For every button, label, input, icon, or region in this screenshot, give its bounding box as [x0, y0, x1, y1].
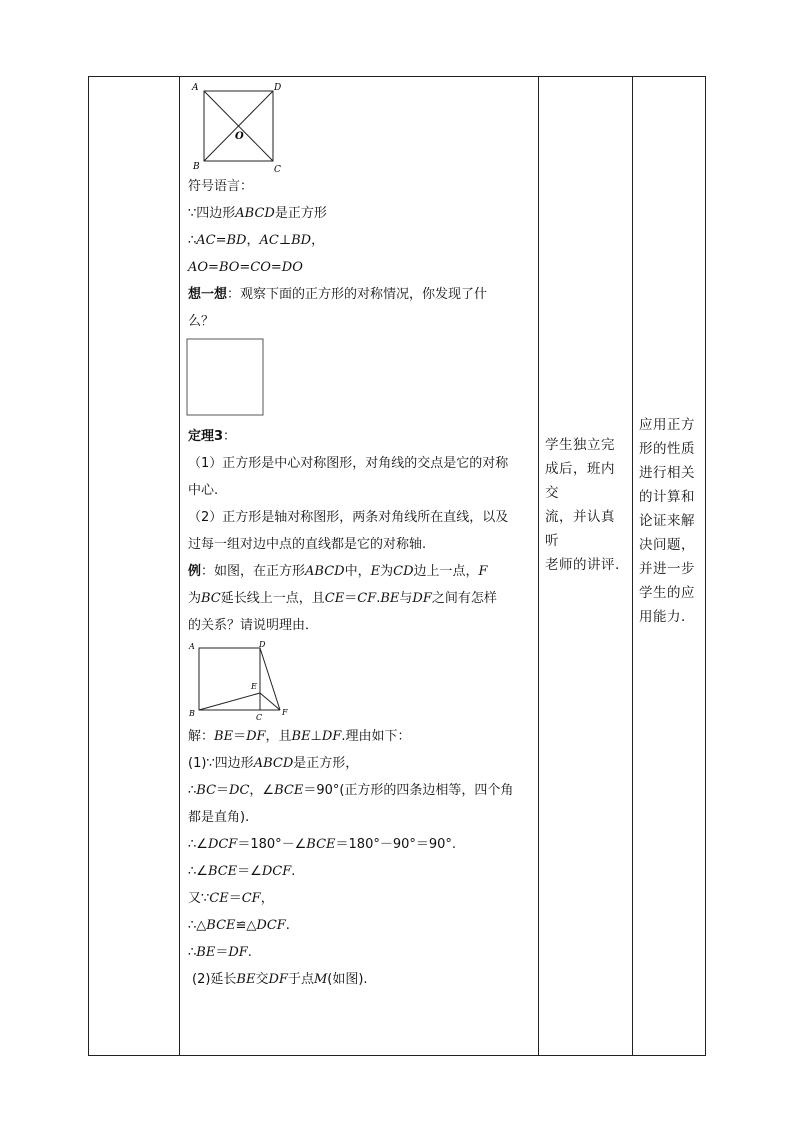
statement-line-3: AO=BO=CO=DO — [188, 260, 303, 275]
blank-column-cell — [89, 77, 180, 1056]
label-b: B — [189, 709, 195, 718]
square-outline — [187, 339, 263, 415]
lesson-table — [88, 76, 706, 1056]
example-line-3: 的关系？请说明理由． — [188, 618, 319, 633]
theorem-part-2-cont: 过每一组对边中点的直线都是它的对称轴. — [188, 537, 427, 552]
statement-line-1: ∵四边形ABCD是正方形 — [188, 206, 327, 221]
theorem-title: 定理3： — [188, 429, 237, 444]
solution-line-2: (1)∵四边形ABCD是正方形， — [188, 756, 359, 771]
think-prompt: 想一想：观察下面的正方形的对称情况，你发现了什 — [188, 287, 488, 302]
student-activity-cell — [539, 77, 633, 1056]
solution-line-3: ∴BC＝DC，∠BCE＝90°(正方形的四条边相等，四个角 — [188, 783, 514, 798]
lesson-content — [180, 77, 538, 993]
square-triangle-figure — [188, 641, 298, 723]
theorem-part-1-cont: 中心. — [188, 483, 219, 498]
think-prompt-cont: 么？ — [188, 314, 215, 329]
label-d: D — [274, 83, 282, 93]
theorem-part-2: （2）正方形是轴对称图形，两条对角线所在直线，以及 — [188, 510, 509, 525]
solution-line-7: ∴△BCE≌△DCF. — [188, 918, 290, 933]
solution-line-6: 又∵CE＝CF， — [188, 891, 274, 906]
plain-square-figure — [186, 337, 268, 417]
example-line-2: 为BC延长线上一点，且CE＝CF.BE与DF之间有怎样 — [188, 591, 497, 606]
student-activity-text: 学生独立完 成后，班内交 流，并认真听 老师的讲评. — [545, 437, 620, 573]
design-intent-cell — [633, 77, 706, 1056]
content-cell — [180, 77, 539, 1056]
solution-line-5: ∴∠BCE＝∠DCF. — [188, 864, 296, 879]
table-row — [89, 77, 706, 1056]
segment-df — [260, 648, 280, 710]
symbol-language-title: 符号语言： — [188, 179, 254, 194]
label-d: D — [259, 641, 266, 649]
solution-line-1: 解：BE＝DF，且BE⊥DF.理由如下： — [188, 729, 411, 744]
example-line-1: 例：如图，在正方形ABCD中，E为CD边上一点，F — [188, 564, 488, 579]
solution-line-9: (2)延长BE交DF于点M(如图). — [192, 972, 368, 987]
square-abcd — [199, 648, 260, 710]
statement-line-2: ∴AC=BD，AC⊥BD， — [188, 233, 325, 248]
label-c: C — [256, 713, 263, 722]
solution-line-4: ∴∠DCF＝180°－∠BCE＝180°－90°＝90°. — [188, 837, 457, 852]
label-a: A — [192, 83, 199, 93]
label-a: A — [189, 642, 195, 651]
design-intent-text: 应用正方 形的性质 进行相关 的计算和 论证来解 决问题， 并进一步 学生的应 用能力. — [639, 417, 695, 625]
label-c: C — [274, 165, 281, 173]
label-o: O — [235, 131, 244, 142]
square-diagonals-figure — [190, 81, 300, 173]
solution-line-3-cont: 都是直角). — [188, 810, 250, 825]
label-f: F — [282, 708, 288, 717]
label-e: E — [251, 682, 257, 691]
theorem-part-1: （1）正方形是中心对称图形，对角线的交点是它的对称 — [188, 456, 509, 471]
segment-be — [199, 693, 260, 710]
solution-line-8: ∴BE＝DF. — [188, 945, 252, 960]
label-b: B — [193, 162, 200, 172]
